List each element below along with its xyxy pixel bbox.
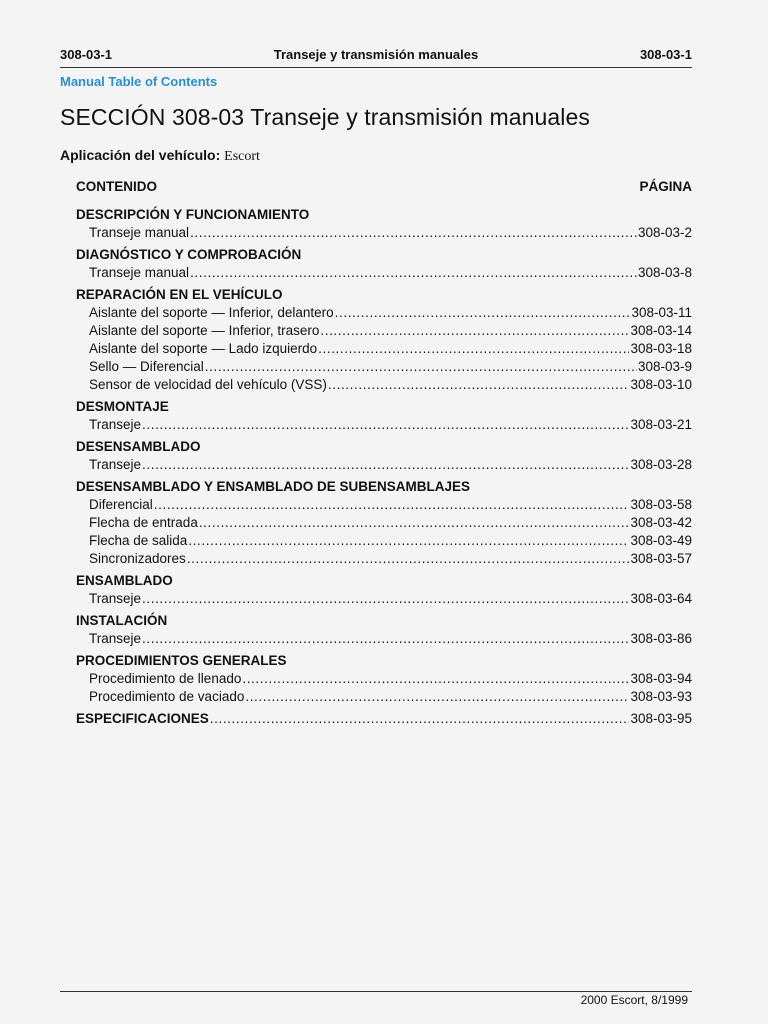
- toc-section-title: ENSAMBLADO: [76, 573, 173, 588]
- toc-entry-label: Transeje manual: [89, 225, 190, 240]
- toc-entry-page: 308-03-64: [630, 591, 692, 606]
- toc-entry[interactable]: [76, 532, 692, 550]
- toc-entry-label: Sincronizadores: [89, 551, 186, 566]
- dot-leader: [328, 376, 630, 394]
- toc-entry-page: 308-03-14: [630, 323, 692, 338]
- toc-section-title: INSTALACIÓN: [76, 613, 168, 628]
- toc-entry-page: 308-03-93: [630, 689, 692, 704]
- toc-entry[interactable]: [76, 630, 692, 648]
- footer-divider: [60, 991, 692, 992]
- toc-entry[interactable]: [76, 322, 692, 340]
- toc-entry[interactable]: [76, 340, 692, 358]
- vehicle-application: [60, 147, 260, 165]
- page-header-label: PÁGINA: [639, 179, 692, 194]
- header-divider: [60, 67, 692, 68]
- toc-entry-label: Procedimiento de vaciado: [89, 689, 245, 704]
- contents-header: CONTENIDO: [76, 179, 157, 194]
- toc-entry-page: 308-03-10: [630, 377, 692, 392]
- dot-leader: [142, 456, 629, 474]
- toc-entry-label: Diferencial: [89, 497, 153, 512]
- toc-entry-label: Transeje: [89, 417, 142, 432]
- toc-entry-label: Flecha de salida: [89, 533, 188, 548]
- toc-section: [76, 398, 692, 434]
- toc-entry-label: Aislante del soporte — Inferior, delantero: [89, 305, 334, 320]
- toc-section: [76, 612, 692, 648]
- toc-entry-page: 308-03-21: [630, 417, 692, 432]
- toc-section-title: DESMONTAJE: [76, 399, 169, 414]
- toc-section-title: REPARACIÓN EN EL VEHÍCULO: [76, 287, 283, 302]
- toc-entry-page: 308-03-42: [630, 515, 692, 530]
- toc-entry-page: 308-03-9: [637, 359, 692, 374]
- toc-entry[interactable]: [76, 670, 692, 688]
- toc-entry[interactable]: [76, 688, 692, 706]
- toc-section: [76, 478, 692, 568]
- toc-entry[interactable]: [76, 224, 692, 242]
- toc-entry-page: 308-03-57: [630, 551, 692, 566]
- dot-leader: [245, 688, 629, 706]
- toc-section: [76, 206, 692, 242]
- toc-entry-page: 308-03-28: [630, 457, 692, 472]
- dot-leader: [142, 590, 629, 608]
- toc-entry-specifications[interactable]: [76, 710, 692, 728]
- header-page-number-right: 308-03-1: [639, 47, 692, 62]
- toc-entry[interactable]: [76, 264, 692, 282]
- toc-column-headers: [76, 179, 692, 194]
- toc-section-title: DESCRIPCIÓN Y FUNCIONAMIENTO: [76, 207, 310, 222]
- toc-entry-label: Transeje: [89, 457, 142, 472]
- dot-leader: [335, 304, 631, 322]
- section-title: SECCIÓN 308-03 Transeje y transmisión manuales: [60, 104, 590, 130]
- toc-entry-page: 308-03-86: [630, 631, 692, 646]
- dot-leader: [142, 416, 629, 434]
- toc-entry[interactable]: [76, 416, 692, 434]
- dot-leader: [142, 630, 629, 648]
- toc-section: [76, 286, 692, 394]
- table-of-contents: [76, 206, 692, 728]
- dot-leader: [190, 264, 637, 282]
- header-page-number-left: 308-03-1: [60, 47, 113, 62]
- toc-section: [76, 246, 692, 282]
- dot-leader: [190, 224, 637, 242]
- toc-entry-page: 308-03-49: [630, 533, 692, 548]
- dot-leader: [154, 496, 630, 514]
- toc-entry[interactable]: [76, 456, 692, 474]
- toc-entry-page: 308-03-2: [637, 225, 692, 240]
- dot-leader: [242, 670, 629, 688]
- toc-entry[interactable]: [76, 590, 692, 608]
- toc-section: [76, 652, 692, 706]
- dot-leader: [188, 532, 629, 550]
- toc-section: [76, 438, 692, 474]
- toc-entry-page: 308-03-58: [630, 497, 692, 512]
- toc-entry-label: Transeje: [89, 591, 142, 606]
- dot-leader: [187, 550, 630, 568]
- header-title: Transeje y transmisión manuales: [273, 47, 479, 62]
- dot-leader: [205, 358, 637, 376]
- toc-entry-page: 308-03-18: [630, 341, 692, 356]
- toc-entry-page: 308-03-94: [630, 671, 692, 686]
- dot-leader: [320, 322, 629, 340]
- manual-toc-link[interactable]: Manual Table of Contents: [60, 74, 218, 89]
- toc-section-title: DESENSAMBLADO: [76, 439, 201, 454]
- toc-entry-label: Transeje manual: [89, 265, 190, 280]
- page-header: [60, 47, 692, 62]
- toc-entry-page: 308-03-11: [631, 305, 692, 320]
- dot-leader: [318, 340, 629, 358]
- toc-entry-page: 308-03-8: [637, 265, 692, 280]
- application-label: Aplicación del vehículo:: [60, 147, 221, 163]
- toc-entry[interactable]: [76, 376, 692, 394]
- toc-entry-label: Procedimiento de llenado: [89, 671, 242, 686]
- toc-section-title: DIAGNÓSTICO Y COMPROBACIÓN: [76, 247, 302, 262]
- toc-entry[interactable]: [76, 304, 692, 322]
- toc-entry-label: Aislante del soporte — Inferior, trasero: [89, 323, 320, 338]
- toc-entry[interactable]: [76, 358, 692, 376]
- toc-entry-page: 308-03-95: [630, 711, 692, 726]
- application-value: Escort: [224, 149, 260, 164]
- page-footer: 2000 Escort, 8/1999: [580, 993, 688, 1007]
- toc-entry[interactable]: [76, 496, 692, 514]
- toc-entry[interactable]: [76, 514, 692, 532]
- toc-entry-label: ESPECIFICACIONES: [76, 711, 209, 726]
- toc-entry-label: Flecha de entrada: [89, 515, 198, 530]
- toc-entry-label: Transeje: [89, 631, 142, 646]
- dot-leader: [199, 514, 630, 532]
- toc-entry-label: Aislante del soporte — Lado izquierdo: [89, 341, 318, 356]
- toc-entry-label: Sensor de velocidad del vehículo (VSS): [89, 377, 327, 392]
- toc-section-title: PROCEDIMIENTOS GENERALES: [76, 653, 287, 668]
- toc-entry-label: Sello — Diferencial: [89, 359, 204, 374]
- toc-section-title: DESENSAMBLADO Y ENSAMBLADO DE SUBENSAMBLAJES: [76, 479, 471, 494]
- toc-entry[interactable]: [76, 550, 692, 568]
- toc-section: [76, 572, 692, 608]
- dot-leader: [210, 710, 630, 728]
